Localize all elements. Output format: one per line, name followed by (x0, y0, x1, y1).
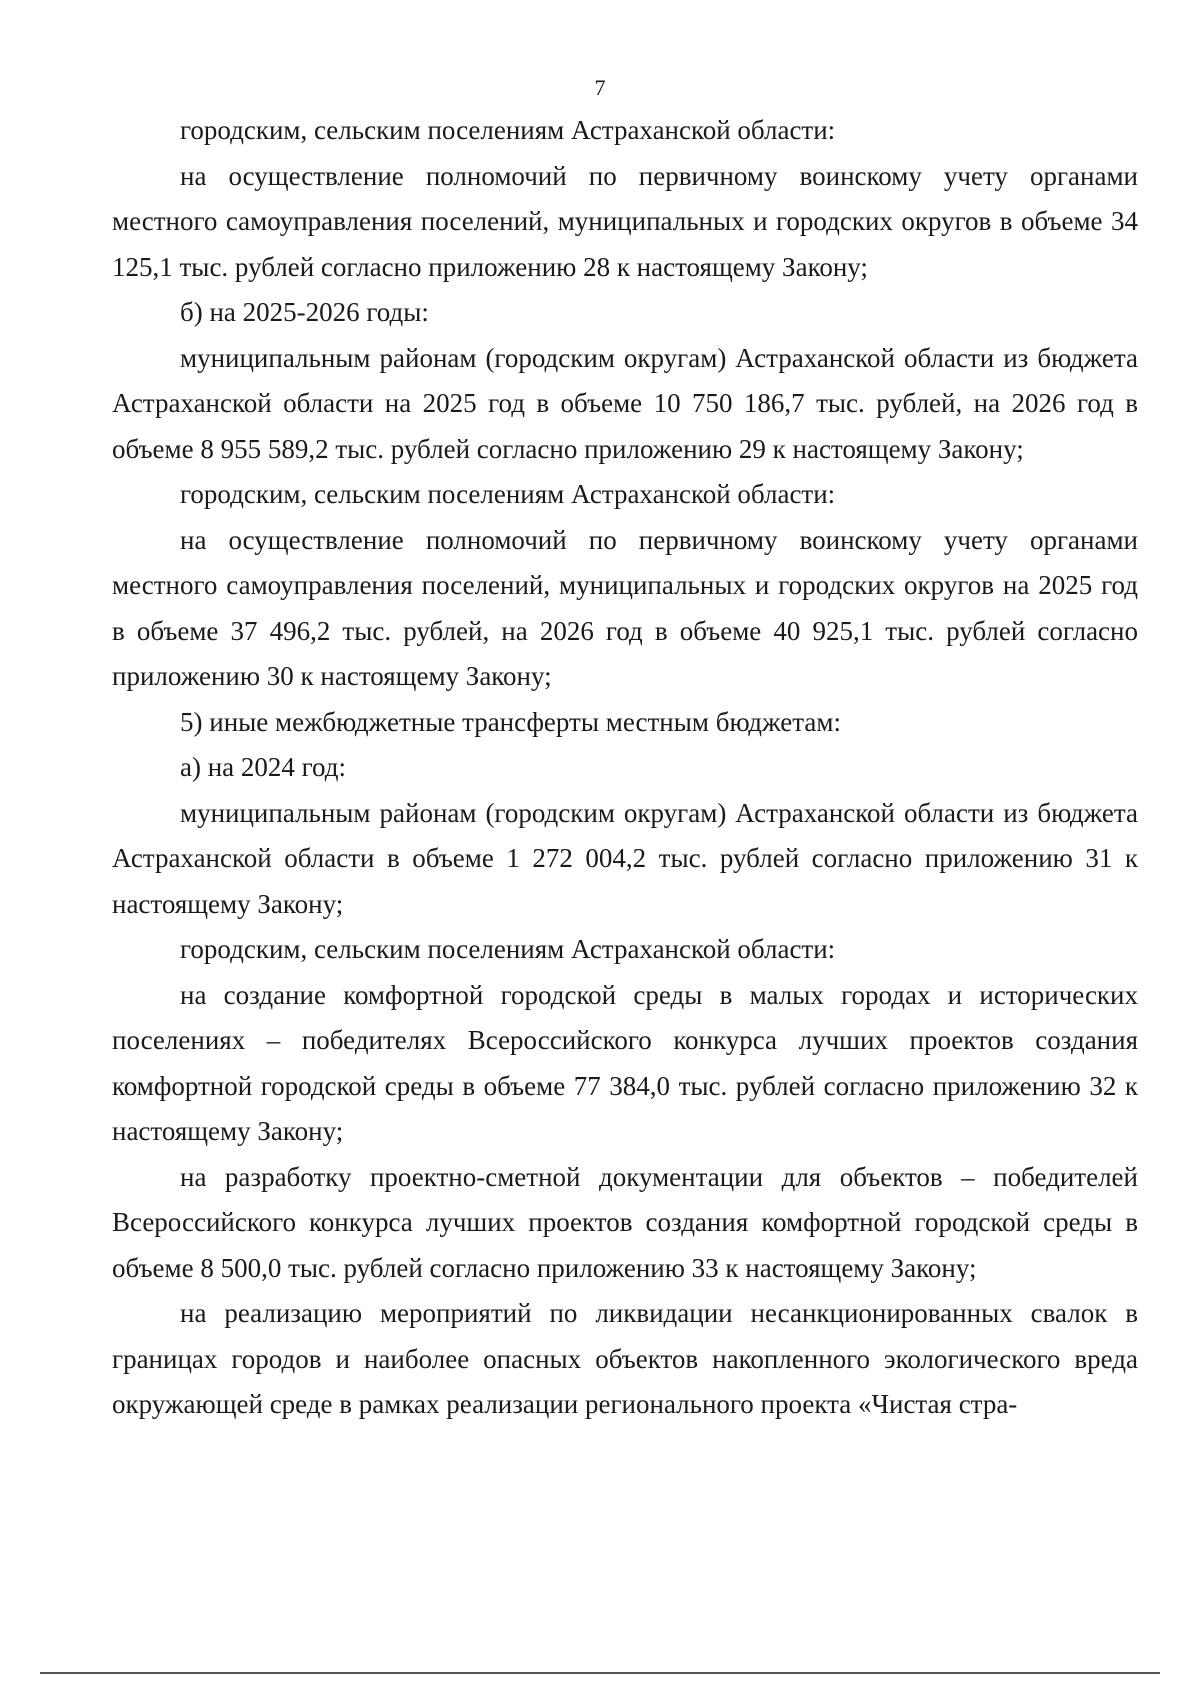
paragraph: б) на 2025-2026 годы: (180, 297, 429, 327)
page-bottom-rule (40, 1672, 1160, 1674)
paragraph: 5) иные межбюджетные трансферты местным бюджетам: (180, 706, 841, 737)
paragraph: на осуществление полномочий по первичному воинскому учету органами местного самоуправления поселений, муниципальных и городских округов в объеме 34 125,1 тыс. рублей согласно приложению 28 к настоящему Закону; (112, 160, 1138, 282)
paragraph: на разработку проектно-сметной документации для объектов – победителей Всероссийского конкурса лучших проектов создания комфортной городской среды в объеме 8 500,0 тыс. рублей согласно приложению 33 к настоящему Закону; (112, 1161, 1138, 1283)
paragraph: на реализацию мероприятий по ликвидации несанкционированных свалок в границах городов и наиболее опасных объектов накопленного экологического вреда окружающей среде в рамках реализации регионального проекта «Чистая стра- (112, 1298, 1138, 1419)
paragraph: муниципальным районам (городским округам) Астраханской области из бюджета Астраханской области на 2025 год в объеме 10 750 186,7 тыс. рублей, на 2026 год в объеме 8 955 589,2 тыс. рублей согласно приложению 29 к настоящему Закону; (112, 342, 1138, 464)
paragraph: а) на 2024 год: (180, 752, 347, 782)
paragraph: городским, сельским поселениям Астраханской области: (180, 115, 836, 145)
document-body (112, 108, 1138, 1428)
paragraph: городским, сельским поселениям Астраханской области: (180, 934, 836, 964)
page-number: 7 (594, 75, 606, 100)
paragraph: муниципальным районам (городским округам) Астраханской области из бюджета Астраханской области в объеме 1 272 004,2 тыс. рублей согласно приложению 31 к настоящему Закону; (112, 797, 1138, 919)
paragraph: на осуществление полномочий по первичному воинскому учету органами местного самоуправления поселений, муниципальных и городских округов на 2025 год в объеме 37 496,2 тыс. рублей, на 2026 год в объеме 40 925,1 тыс. рублей согласно приложению 30 к настоящему Закону; (112, 524, 1138, 691)
paragraph: городским, сельским поселениям Астраханской области: (180, 479, 836, 509)
paragraph: на создание комфортной городской среды в малых городах и исторических поселениях – победителях Всероссийского конкурса лучших проектов создания комфортной городской среды в объеме 77 384,0 тыс. рублей согласно приложению 32 к настоящему Закону; (112, 979, 1138, 1146)
